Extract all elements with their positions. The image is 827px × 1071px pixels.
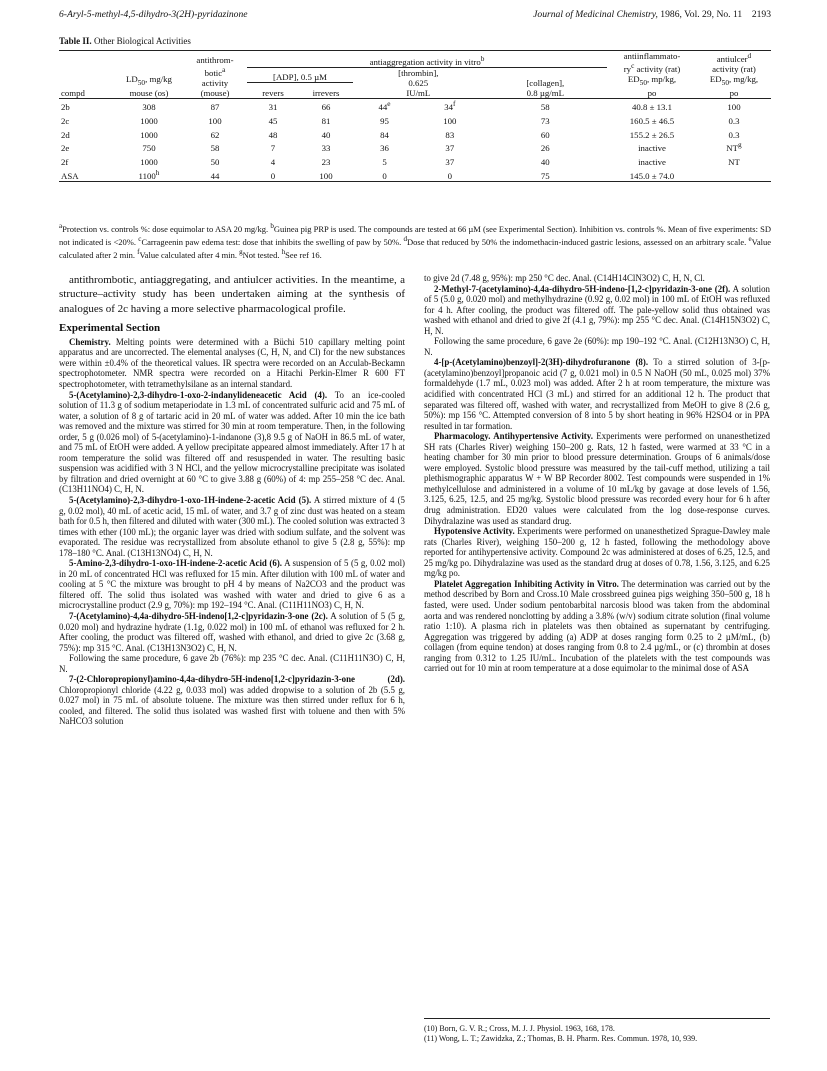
paragraph-heading: 5-(Acetylamino)-2,3-dihydro-1-oxo-1H-indene-2-acetic Acid (5).: [69, 494, 312, 505]
paragraph: 5-(Acetylamino)-2,3-dihydro-1-oxo-2-indanylideneacetic Acid (4). To an ice-cooled solution of 11.3 g of sodium metaperiodate in 1.3 mL of concentrated sulfuric acid and 75 mL of water, a solution of 8 g of tartaric acid in 20 mL of water was added. After 10 min the ice bath was removed and the mixture was stirred for 30 min at room temperature. Then, in the following order, 5 g (0.026 mol) of 5-(acetylamino)-1-indanone (3),8 9.5 g of NaOH in 86.5 mL of water, and 75 mL of EtOH were added. A yellow precipitate appeared almost immediately. After 17 h at room temperature the solid was filtered off and resuspended in water. The resulting basic suspension was acidified with 3 N HCl, and the yellow microcrystalline precipitate was isolated by filtration and dried overnight at 60 °C to give 3.88 g (60%) of 4: mp 255–258 °C dec. Anal. (C13H11NO4) C, H, N.: [59, 389, 405, 495]
table-cell: 83: [445, 129, 455, 140]
paragraph-heading: 5-(Acetylamino)-2,3-dihydro-1-oxo-2-indanylideneacetic Acid (4).: [69, 389, 328, 400]
table-row: [59, 140, 771, 154]
footnote-text: Dose that reduced by 50% the indomethacin-induced gastric lesions, assessed on an arbitrary scale.: [407, 236, 747, 247]
reference-item: (10) Born, G. V. R.; Cross, M. J. J. Physiol. 1963, 168, 178.: [424, 1024, 615, 1033]
journal-citation: [533, 9, 771, 20]
table-cell: 36: [380, 143, 389, 154]
table-cell: 1100$^h$: [138, 167, 160, 181]
running-header: [59, 9, 771, 23]
references: [424, 1018, 770, 1044]
paragraph-heading: Hypotensive Activity.: [434, 526, 515, 537]
col-group-antiaggregation: antiaggregation activity in vitro$^b$: [247, 51, 607, 68]
table-cell: 1000: [140, 129, 158, 140]
paragraph: 7-(Acetylamino)-4,4a-dihydro-5H-indeno[1,2-c]pyridazin-3-one (2c). A solution of 5 (5 g, 0.020 mol) and hydrazine hydrate (1.1g, 0.022 mol) in 100 mL of ethanol was refluxed for 2 h. After cooling, the product was filtered off, washed with ethanol, and dried to give 2c (3.68 g, 75%): mp 315 °C. Anal. (C13H13N3O2) C, H, N.: [59, 610, 405, 653]
table-cell: 1000: [140, 115, 158, 126]
table-cell: 1000: [140, 157, 158, 168]
table-cell: 750: [142, 143, 156, 154]
table-cell: 50: [210, 157, 220, 168]
footnote-text: See ref 16.: [285, 250, 322, 261]
col-collagen: [collagen], 0.8 µg/mL: [526, 77, 565, 98]
table-cell: 31: [268, 102, 278, 113]
paragraph: Following the same procedure, 6 gave 2b (76%): mp 235 °C dec. Anal. (C11H11N3O) C, H, N.: [59, 653, 405, 674]
paragraph-heading: 4-[p-(Acetylamino)benzoyl]-2(3H)-dihydrofuranone (8).: [434, 357, 649, 368]
table-cell: 100: [443, 115, 457, 126]
paragraph-heading: 2-Methyl-7-(acetylamino)-4,4a-dihydro-5H-indeno-[1,2-c]pyridazin-3-one (2f).: [434, 283, 731, 294]
table-cell: 66: [321, 102, 331, 113]
table-cell: 58: [540, 102, 550, 113]
paragraph: Following the same procedure, 6 gave 2e (60%): mp 190–192 °C. Anal. (C12H13N3O) C, H, N.: [424, 336, 770, 357]
paragraph: 2-Methyl-7-(acetylamino)-4,4a-dihydro-5H-indeno-[1,2-c]pyridazin-3-one (2f). A solution of 5 (5.0 g, 0.020 mol) and methylhydrazine (0.92 g, 0.02 mol) in 100 mL of EtOH was refluxed for 4 h. After cooling, the product was filtered off. The pale-yellow solid thus obtained was washed with ethanol and dried to give 2f (4.1 g, 79%): mp 255 °C dec. Anal. (C14H15N3O2) C, H, N.: [424, 283, 770, 336]
paragraph-heading: Pharmacology. Antihypertensive Activity.: [434, 431, 593, 442]
paragraph-heading: 5-Amino-2,3-dihydro-1-oxo-1H-indene-2-acetic Acid (6).: [69, 558, 282, 569]
table-row: [59, 167, 771, 181]
table-cell: 2b: [61, 102, 70, 113]
table-cell: 2d: [61, 129, 70, 140]
table-cell: 100: [208, 115, 222, 126]
table-cell: 4: [270, 157, 276, 168]
table-cell: 33: [321, 143, 331, 154]
paragraph: Platelet Aggregation Inhibiting Activity in Vitro. The determination was carried out by the method described by Born and Cross.10 Male crossbreed guinea pigs weighing 350–500 g, 18 h fasted, were used. Under sodium pentobarbital narcosis blood was taken from the abdominal aorta and was rendered nonclotting by adding a 3.8% (w/v) sodium citrate solution (final volume ratio 1:10). A plasma rich in platelets was then obtained as supernatant by centrifuging. Aggregation was triggered by adding (a) ADP at doses ranging form 0.25 to 2 µM/mL, (b) collagen (from equine tendon) at doses ranging from 0.8 to 2.4 µg/mL, or (c) thrombin at doses ranging from 0.312 to 1.25 IU/mL. Incubation of the platelets with the test compounds was carried out for 10 min at room temperature at a dose equimolar to the minimal dose of ASA: [424, 578, 771, 674]
running-title: 6-Aryl-5-methyl-4,5-dihydro-3(2H)-pyridazinone: [59, 9, 248, 20]
table-cell: 48: [268, 129, 278, 140]
footnote-text: Carrageenin paw edema test: dose that inhibits the swelling of paw by 50%.: [141, 236, 402, 247]
footnote-text: Guinea pig PRP is used. The compounds are tested at 66 µM (see Experimental Section). Inhibition vs. controls %. Mean of five experiments: SD not indicated is <20%.: [59, 223, 771, 247]
paragraph: 5-(Acetylamino)-2,3-dihydro-1-oxo-1H-indene-2-acetic Acid (5). A stirred mixture of 4 (5 g, 0.02 mol), 40 mL of acetic acid, 15 mL of water, and 3.7 g of zinc dust was heated on a steam bath for 0.5 h, then filtered and diluted with water (300 mL). The cooled solution was extracted 3 times with ether (100 mL); the organic layer was dried with sodium sulfate, and the solvent was evaporated. The residue was recrystallized from absolute ethanol to give 5 (2.8 g, 55%): mp 178–180 °C. Anal. (C13H13NO4) C, H, N.: [59, 494, 405, 558]
paragraph: Hypotensive Activity. Experiments were performed on unanesthetized Sprague-Dawley male rats (Charles River), weighing 150–200 g, 12 h fasted, following the methodology above reported for antihypertensive activity. Compound 2c was administered at doses of 6.25, 12.5, and 25 mg/kg po. Dihydralazine was used as the standard drug at doses of 0.78, 1.56, 3.125, and 6.25 mg/kg po.: [424, 526, 770, 579]
table-cell: 81: [321, 115, 331, 126]
footnote-mark: d: [403, 235, 408, 244]
table-cell: 62: [210, 129, 220, 140]
journal-issue: 1986, Vol. 29, No. 11: [660, 9, 743, 20]
table-cell: 44: [210, 170, 220, 181]
table-cell: 95: [380, 115, 389, 126]
table-row: [59, 98, 771, 112]
footnote-text: Protection vs. controls %: dose equimolar to ASA 20 mg/kg.: [62, 223, 269, 234]
right-column: [424, 273, 770, 674]
col-thrombin: [thrombin], 0.625 IU/mL: [398, 67, 439, 98]
paragraph: Chemistry. Melting points were determined with a Büchi 510 capillary melting point apparatus and are uncorrected. The elemental analyses (C, H, N, and Cl) for the new substances were within ±0.4% of the theoretical values. IR spectra were recorded on an Acculab-Beckamn spectrophotometer. NMR spectra were recorded on a Hitachi Perkin-Elmer R 600 FT spectrophotometer, with tetramethylsilane as an internal standard.: [59, 336, 405, 389]
table-cell: 75: [540, 170, 550, 181]
footnote-mark: f: [137, 248, 140, 257]
table-cell: 84: [380, 129, 389, 140]
table-cell: 145.0 ± 74.0: [629, 170, 675, 181]
table-cell: ASA: [61, 170, 79, 181]
table-cell: 23: [321, 157, 331, 168]
col-adp: [ADP], 0.5 µM: [247, 67, 353, 83]
table-cell: 40: [540, 157, 550, 168]
table-cell: 2e: [61, 143, 70, 154]
table-cell: 160.5 ± 46.5: [629, 115, 675, 126]
footnote-mark: e: [748, 235, 752, 244]
col-antiulcer: antiulcer$^d$ activity (rat) $ED_{50}$, mg/kg, po: [709, 51, 759, 98]
footnote-text: Not tested.: [242, 250, 280, 261]
paragraph: 5-Amino-2,3-dihydro-1-oxo-1H-indene-2-acetic Acid (6). A suspension of 5 (5 g, 0.02 mol) in 20 mL of concentrated HCl was refluxed for 15 min. After dilution with 100 mL of water and cooling at 5 °C the mixture was brought to pH 4 by means of Na2CO3 and the product was filtered off. The solid thus isolated was washed with water and dried to give 6 as a microcrystalline product (2.9 g, 70%): mp 192–194 °C. Anal. (C11H11NO3) C, H, N.: [59, 558, 405, 611]
table-cell: 0: [270, 170, 276, 181]
journal-name: Journal of Medicinal Chemistry,: [533, 9, 658, 20]
col-ld50: $LD_{50}$, mg/kg mouse (os): [126, 74, 172, 98]
table-cell: 40: [321, 129, 331, 140]
table-footnotes: [59, 221, 771, 260]
table-cell: 73: [540, 115, 550, 126]
paragraph: Pharmacology. Antihypertensive Activity. Experiments were performed on unanesthetized SH rats (Charles River) weighing 150–200 g. Rats, 12 h fasted, were warmed at 33 °C in a heating chamber for 30 min prior to blood pressure determination. Groups of 6 animals/dose were employed. Systolic blood pressure was measured by the tail-cuff method, utilizing a tail plethismographic apparatus W + W BP Recorder 8002. Test compounds were suspended in 1% methylcellulose and administered in a volume of 10 mL/kg by gavage at dose levels of 1.56, 3.125, 6.25, 12.5, and 25 mg/kg. Systolic blood pressure was recorded every hour for 6 h after drug administration. ED20 values were calculated from the log dose-response curves. Dihydralazine was used as standard drug.: [424, 431, 771, 526]
table-cell: 40.8 ± 13.1: [631, 102, 672, 113]
biological-activities-table: [59, 50, 771, 182]
col-revers: revers: [262, 87, 284, 98]
table-cell: 60: [540, 129, 550, 140]
paragraph-heading: Platelet Aggregation Inhibiting Activity in Vitro.: [434, 578, 619, 589]
footnote-mark: h: [281, 248, 286, 257]
table-body: [59, 98, 771, 181]
table-cell: 45: [268, 115, 278, 126]
table-cell: 7: [270, 143, 276, 154]
table-cell: 0: [447, 170, 453, 181]
table-cell: 155.2 ± 26.5: [629, 129, 675, 140]
footnote-text: Value calculated after 4 min.: [139, 250, 237, 261]
left-column: [59, 273, 405, 727]
paragraph: to give 2d (7.48 g, 95%): mp 250 °C dec. Anal. (C14H14ClN3O2) C, H, N, Cl.: [424, 273, 705, 283]
table-cell: 2c: [61, 115, 70, 126]
table-row: [59, 154, 771, 168]
footnote-text: Value calculated after 2 min.: [59, 236, 772, 261]
table-cell: [697, 167, 771, 181]
table-cell: 5: [382, 157, 387, 168]
table-cell: inactive: [638, 157, 666, 168]
footnote-mark: c: [138, 235, 142, 244]
paragraph-heading: 7-(2-Chloropropionyl)amino-4,4a-dihydro-5H-indeno[1,2-c]pyridazin-3-one (2d).: [69, 674, 405, 685]
section-heading: Experimental Section: [59, 322, 161, 335]
table-row: [59, 126, 771, 140]
table-cell: NT: [728, 157, 740, 168]
table-cell: 37: [445, 157, 455, 168]
table-cell: 0: [382, 170, 387, 181]
table-cell: 100: [727, 102, 741, 113]
table-cell: 37: [445, 143, 455, 154]
table-cell: inactive: [638, 143, 666, 154]
footnote-mark: g: [239, 248, 243, 257]
page-number: 2193: [751, 9, 771, 20]
col-antiinflammatory: antiinflammato- $ry^c$ activity (rat) $ED_{50}$, mp/kg, po: [623, 51, 681, 98]
table-row: [59, 113, 771, 127]
table-cell: 308: [142, 102, 156, 113]
col-compd: compd: [61, 87, 85, 98]
table-cell: 2f: [61, 157, 69, 168]
paragraph: 4-[p-(Acetylamino)benzoyl]-2(3H)-dihydrofuranone (8). To a stirred solution of 3-[p-(acetylamino)benzoyl]propanoic acid (7 g, 0.021 mol) in 0.5 N NaOH (50 mL, 0.025 mol) 37% formaldehyde (1.7 mL, 0.023 mol) was added. After 2 h at room temperature, the mixture was acidified with concentrated HCl (3 mL) and stirred for an additional 12 h. The product that separated was filtered off, washed with water, and recrystallized from MeOH to give 8 (2.6 g, 50%): mp 156 °C. Attempted conversion of 8 into 5 by short heating in 96% H2SO4 or in PPA resulted in tar formation.: [424, 357, 770, 431]
table-cell: 58: [210, 143, 220, 154]
table-caption: [59, 36, 191, 46]
table-cell: $NT^g$: [726, 140, 742, 154]
table-title: Other Biological Activities: [93, 36, 191, 46]
table-cell: 0.3: [728, 129, 740, 140]
table-cell: 100: [319, 170, 333, 181]
paragraph: 7-(2-Chloropropionyl)amino-4,4a-dihydro-5H-indeno[1,2-c]pyridazin-3-one (2d). Chloropropionyl chloride (4.22 g, 0.033 mol) was added dropwise to a solution of 2b (5.5 g, 0.027 mol) in 75 mL of absolute toluene. The mixture was then stirred under reflux for 6 h, cooled, and filtered. The solid thus isolated was washed first with toluene and then with 5% NaHCO3 solution: [59, 674, 405, 727]
reference-item: (11) Wong, L. T.; Zawidzka, Z.; Thomas, B. H. Pharm. Res. Commun. 1978, 10, 939.: [424, 1034, 698, 1043]
footnote-mark: a: [59, 222, 63, 230]
table-cell: 44e: [378, 99, 391, 113]
intro-paragraph: antithrombotic, antiaggregating, and antiulcer activities. In the meantime, a structure–activity study has been undertaken aiming at the synthesis of analogues of 2c having a more selective pharmacological profile.: [59, 274, 405, 315]
paragraph-heading: Chemistry.: [69, 336, 111, 347]
table-cell: 34$^f$: [444, 99, 456, 113]
col-irrevers: irrevers: [312, 87, 340, 98]
table-cell: 0.3: [728, 115, 740, 126]
col-antithrombotic: antithrom- botic$^a$ activity (mouse): [196, 55, 234, 98]
table-cell: 87: [210, 102, 220, 113]
footnote-mark: b: [270, 222, 274, 230]
paragraph-heading: 7-(Acetylamino)-4,4a-dihydro-5H-indeno[1,2-c]pyridazin-3-one (2c).: [69, 610, 328, 621]
table-cell: 26: [540, 143, 550, 154]
table-label: Table II.: [59, 36, 92, 46]
